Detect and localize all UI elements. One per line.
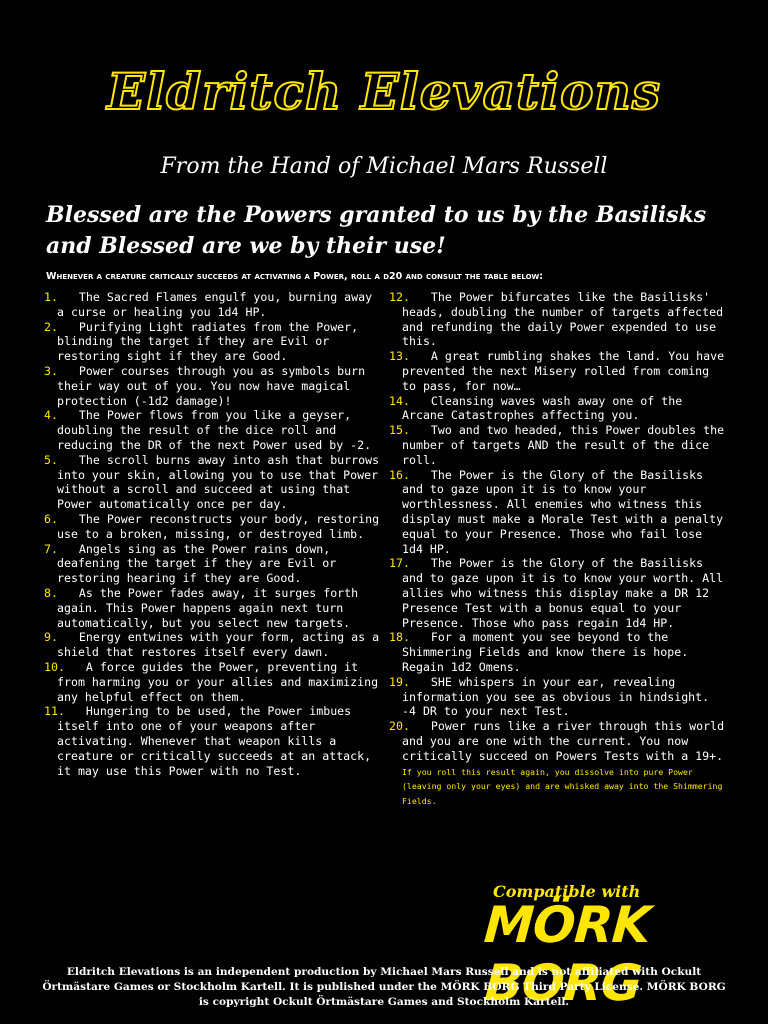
table-entry <box>389 675 725 719</box>
table-entry <box>44 512 380 542</box>
entry-number: 12. <box>389 290 410 304</box>
table-entry <box>389 349 725 393</box>
entry-text: For a moment you see beyond to the Shimmering Fields and know there is hope. Regain 1d2 Omens. <box>402 630 689 674</box>
entry-text: The Power reconstructs your body, restoring use to a broken, missing, or destroyed limb. <box>57 511 380 541</box>
entry-number: 4. <box>44 408 58 423</box>
entry-number: 16. <box>389 467 410 482</box>
headline: Blessed are the Powers granted to us by the Basilisks and Blessed are we by their use! <box>46 202 707 259</box>
entry-text: A great rumbling shakes the land. You have prevented the next Misery rolled from coming to pass, for now… <box>402 349 725 393</box>
mork-borg-logo <box>405 882 725 1012</box>
entry-number: 2. <box>44 319 58 334</box>
entry-text: The Sacred Flames engulf you, burning away a curse or healing you 1d4 HP. <box>57 290 373 319</box>
table-column-right <box>389 290 725 808</box>
entry-number: 8. <box>44 585 58 600</box>
table-entry <box>44 586 380 630</box>
table-entry <box>389 719 725 808</box>
table-entry <box>44 660 380 704</box>
table-entry <box>44 290 380 320</box>
instruction-text: Whenever a creature critically succeeds at activating a Power, roll a d20 and consult the table below: <box>46 271 544 282</box>
entry-text: Hungering to be used, the Power imbues itself into one of your weapons after activating. Whenever that weapon kills a creature or critically succeeds at an attack, it may use this Power with no Test. <box>57 704 372 778</box>
entry-number: 11. <box>44 704 65 719</box>
table-entry <box>44 320 380 364</box>
table-entry <box>44 408 380 452</box>
entry-text: A force guides the Power, preventing it from harming you or your allies and maximizing any helpful effect on them. <box>57 659 379 704</box>
table-entry <box>389 468 725 557</box>
entry-number: 10. <box>44 659 65 674</box>
table-entry <box>389 556 725 630</box>
entry-text: The Power is the Glory of the Basilisks and to gaze upon it is to know your worth. All allies who witness this display make a DR 12 Presence Test with a bonus equal to your Presence. Those who pass regain 1d4 HP. <box>402 556 724 630</box>
table-entry <box>44 364 380 408</box>
entry-number: 14. <box>389 393 410 408</box>
entry-number: 3. <box>44 363 58 378</box>
page-title: Eldritch Elevations <box>106 62 661 121</box>
entry-text: Cleansing waves wash away one of the Arcane Catastrophes affecting you. <box>402 393 683 423</box>
entry-text: Power runs like a river through this world and you are one with the current. You now critically succeed on Powers Tests with a 19+. <box>402 719 725 763</box>
entry-number: 17. <box>389 556 410 571</box>
entry-number: 1. <box>44 290 58 304</box>
entry-text: The scroll burns away into ash that burrows into your skin, allowing you to use that Power without a scroll and succeed at using that Power automatically once per day. <box>57 452 380 512</box>
entry-text: As the Power fades away, it surges forth again. This Power happens again next turn automatically, but you select new targets. <box>57 585 359 630</box>
entry-number: 19. <box>389 674 410 689</box>
logo-brand-text: MÖRK BORG <box>482 896 652 1012</box>
entry-number: 6. <box>44 511 58 526</box>
entry-text: Purifying Light radiates from the Power, blinding the target if they are Evil or restoring sight if they are Good. <box>57 319 359 364</box>
table-entry <box>389 630 725 674</box>
entry-number: 9. <box>44 630 58 645</box>
table-entry <box>44 542 380 586</box>
entry-footnote: If you roll this result again, you dissolve into pure Power (leaving only your eyes) and are whisked away into the Shimmering Fields. <box>402 766 723 807</box>
entry-text: The Power bifurcates like the Basilisks' heads, doubling the number of targets affected and refunding the daily Power expended to use this. <box>402 290 724 349</box>
page-subtitle: From the Hand of Michael Mars Russell <box>160 154 608 179</box>
table-entry <box>389 394 725 424</box>
entry-number: 7. <box>44 541 58 556</box>
entry-text: The Power flows from you like a geyser, doubling the result of the dice roll and reducing the DR of the next Power used by -2. <box>57 408 372 452</box>
table-column-left <box>44 290 380 778</box>
entry-text: Energy entwines with your form, acting as a shield that restores itself every dawn. <box>57 630 380 660</box>
entry-text: Two and two headed, this Power doubles the number of targets AND the result of the dice roll. <box>402 423 725 467</box>
entry-text: The Power is the Glory of the Basilisks and to gaze upon it is to know your worthlessness. All enemies who witness this display must make a Morale Test with a penalty equal to your Presence. Those who fail lose 1d4 HP. <box>402 467 724 556</box>
table-entry <box>44 453 380 512</box>
license-footer: Eldritch Elevations is an independent production by Michael Mars Russell and is not affiliated with Ockult Örtmästare Games or Stockholm Kartell. It is published under the MÖRK BORG Third Party License. MÖRK BORG is copyright Ockult Örtmästare Games and Stockholm Kartell. <box>42 966 726 1008</box>
entry-number: 13. <box>389 349 410 364</box>
entry-number: 5. <box>44 452 58 467</box>
table-entry <box>44 704 380 778</box>
table-entry <box>389 423 725 467</box>
entry-text: Power courses through you as symbols burn their way out of you. You now have magical protection (-1d2 damage)! <box>57 363 366 408</box>
logo-compatible-text: Compatible with <box>493 882 641 901</box>
entry-text: Angels sing as the Power rains down, deafening the target if they are Evil or restoring hearing if they are Good. <box>57 541 337 586</box>
entry-text: SHE whispers in your ear, revealing information you see as obvious in hindsight. -4 DR to your next Test. <box>402 674 710 719</box>
entry-number: 20. <box>389 719 410 734</box>
table-entry <box>389 290 725 349</box>
entry-number: 18. <box>389 630 410 645</box>
entry-number: 15. <box>389 423 410 438</box>
table-entry <box>44 630 380 660</box>
